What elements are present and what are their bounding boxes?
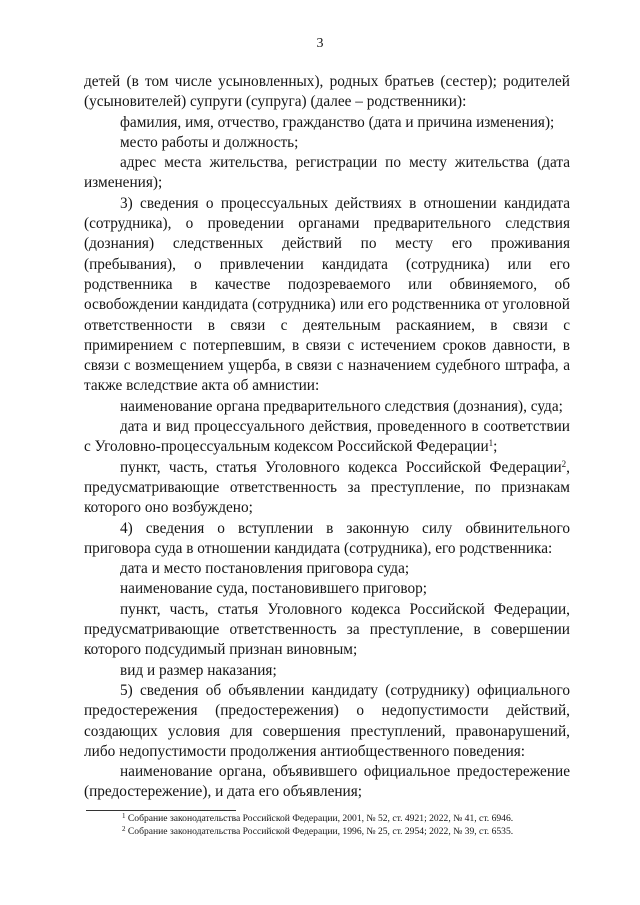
paragraph-item-4: 4) сведения о вступлении в законную силу обвинительного приговора суда в отношении кандидата (сотрудника), его родственника: [84,519,570,557]
paragraph-item-3: 3) сведения о процессуальных действиях в отношении кандидата (сотрудника), о проведении органами предварительного следствия (дознания) следственных действий по месту его проживания (пребывания), о привлечении кандидата (сотрудника) или его родственника в качестве подозреваемого или обвиняемого, об освобождении кандидата (сотрудника) или его родственника от уголовной ответственности в связи с деятельным раскаянием, в связи с примирением с потерпевшим, в связи с истечением сроков давности, в связи с возмещением ущерба, в связи с назначением судебного штрафа, а также вследствие акта об амнистии: [84,194,570,395]
paragraph-full-name: фамилия, имя, отчество, гражданство (дата и причина изменения); [120,113,555,131]
paragraph-punishment: вид и размер наказания; [120,661,277,679]
paragraph-text-after: , предусматривающие ответственность за преступление, по признакам которого оно возбуждено; [84,458,570,517]
paragraph-address: адрес места жительства, регистрации по месту жительства (дата изменения); [84,154,570,192]
footnote-2 [86,826,572,839]
paragraph-procedural-action [84,417,570,458]
document-body [84,72,570,803]
footnote-mark: 2 [122,824,126,833]
paragraph-workplace: место работы и должность; [120,133,299,151]
footnote-1 [86,813,572,826]
paragraph-relatives-intro: детей (в том числе усыновленных), родных братьев (сестер); родителей (усыновителей) супруги (супруга) (далее – родственники): [84,73,570,111]
page-number: 3 [316,36,324,51]
footnote-text: Собрание законодательства Российской Федерации, 2001, № 52, ст. 4921; 2022, № 41, ст. 6946. [125,813,514,824]
footnotes [86,813,572,838]
paragraph-text: дата и вид процессуального действия, проведенного в соответствии с Уголовно-процессуальным кодексом Российской Федерации [84,418,570,456]
paragraph-item-5: 5) сведения об объявлении кандидату (сотруднику) официального предостережения (предостережения) о недопустимости действий, создающих условия для совершения преступлений, правонарушений, либо недопустимости продолжения антиобщественного поведения: [84,681,570,760]
paragraph-warning-body: наименование органа, объявившего официальное предостережение (предостережение), и дата его объявления; [84,763,570,801]
paragraph-guilty-article: пункт, часть, статья Уголовного кодекса Российской Федерации, предусматривающие ответственность за преступление, в совершении которого подсудимый признан виновным; [84,600,570,659]
paragraph-criminal-code [84,458,570,519]
paragraph-text: пункт, часть, статья Уголовного кодекса Российской Федерации [120,458,562,476]
paragraph-verdict-date: дата и место постановления приговора суда; [120,560,410,578]
footnote-ref-2[interactable]: 2 [561,458,567,469]
footnote-mark: 1 [122,811,126,820]
footnote-ref-1[interactable]: 1 [488,438,494,449]
footnote-text: Собрание законодательства Российской Федерации, 1996, № 25, ст. 2954; 2022, № 39, ст. 6535. [125,825,514,837]
paragraph-court-name: наименование суда, постановившего приговор; [120,580,428,598]
footnote-divider [86,810,236,811]
paragraph-text-after: ; [493,438,498,456]
paragraph-investigation-body: наименование органа предварительного следствия (дознания), суда; [120,397,563,415]
